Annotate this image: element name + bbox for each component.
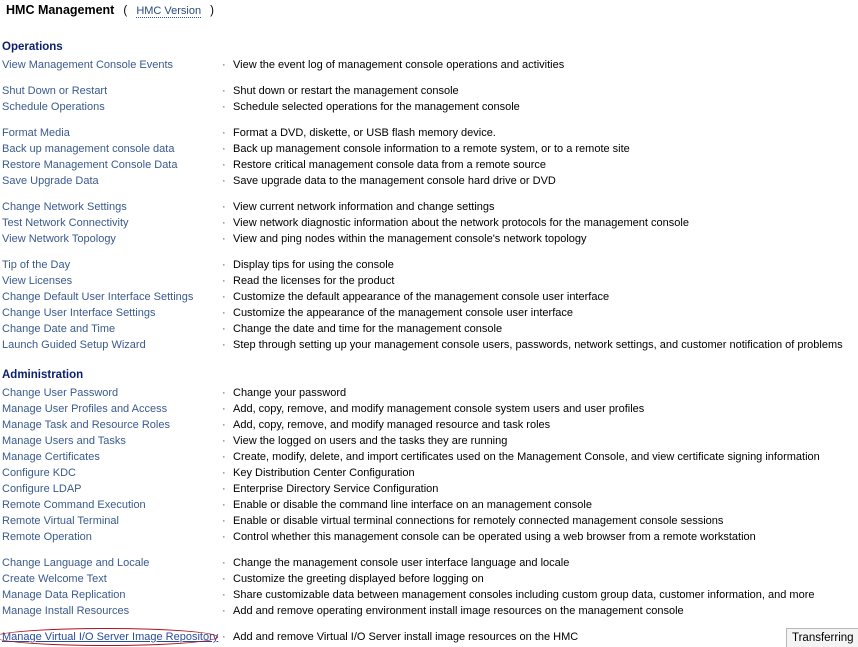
bullet-icon: · <box>222 307 226 319</box>
task-description <box>222 84 459 98</box>
task-link[interactable]: Create Welcome Text <box>2 573 107 585</box>
bullet-icon: · <box>222 435 226 447</box>
task-description <box>222 418 550 432</box>
task-description <box>222 604 684 618</box>
task-description-text: Read the licenses for the product <box>233 275 395 287</box>
task-description-text: Share customizable data between management consoles including custom group data, customer information, and more <box>233 589 815 601</box>
task-link[interactable]: Change Default User Interface Settings <box>2 291 194 303</box>
task-description <box>222 498 592 512</box>
task-description-text: Add and remove operating environment install image resources on the management console <box>233 605 684 617</box>
task-row <box>0 306 858 322</box>
bullet-icon: · <box>222 483 226 495</box>
task-link[interactable]: Tip of the Day <box>2 259 71 271</box>
task-description-text: Format a DVD, diskette, or USB flash memory device. <box>233 127 496 139</box>
task-link[interactable]: View Licenses <box>2 275 73 287</box>
task-link[interactable]: Manage Install Resources <box>2 605 130 617</box>
task-description <box>222 216 689 230</box>
task-description-text: Customize the appearance of the management console user interface <box>233 307 573 319</box>
bullet-icon: · <box>222 467 226 479</box>
bullet-icon: · <box>222 387 226 399</box>
task-description <box>222 58 564 72</box>
task-description-text: Customize the greeting displayed before logging on <box>233 573 484 585</box>
task-description-text: View current network information and change settings <box>233 201 495 213</box>
bullet-icon: · <box>222 259 226 271</box>
task-description-text: Step through setting up your management console users, passwords, network settings, and customer notification of problems <box>233 339 843 351</box>
bullet-icon: · <box>222 573 226 585</box>
bullet-icon: · <box>222 323 226 335</box>
task-description <box>222 100 520 114</box>
bullet-icon: · <box>222 589 226 601</box>
task-row <box>0 556 858 572</box>
task-description-text: Change the date and time for the management console <box>233 323 503 335</box>
task-description <box>222 126 496 140</box>
task-link[interactable]: Manage User Profiles and Access <box>2 403 168 415</box>
task-link[interactable]: Save Upgrade Data <box>2 175 99 187</box>
task-row <box>0 58 858 74</box>
task-description <box>222 434 507 448</box>
task-row <box>0 530 858 546</box>
task-description <box>222 466 415 480</box>
page-title: HMC Management <box>6 3 115 17</box>
task-description <box>222 450 820 464</box>
task-row <box>0 418 858 434</box>
task-link[interactable]: Remote Operation <box>2 531 92 543</box>
bullet-icon: · <box>222 605 226 617</box>
page-header <box>6 2 220 18</box>
task-row <box>0 338 858 354</box>
task-description <box>222 322 502 336</box>
task-row <box>0 482 858 498</box>
task-description-text: Control whether this management console can be operated using a web browser from a remote workstation <box>233 531 756 543</box>
task-description-text: Key Distribution Center Configuration <box>233 467 415 479</box>
bullet-icon: · <box>222 201 226 213</box>
paren-close: ) <box>210 5 215 17</box>
task-link[interactable]: View Network Topology <box>2 233 116 245</box>
task-row <box>0 290 858 306</box>
task-description <box>222 482 438 496</box>
task-description-text: Enable or disable the command line interface on an management console <box>233 499 592 511</box>
task-description-text: Enable or disable virtual terminal connections for remotely connected management console sessions <box>233 515 724 527</box>
bullet-icon: · <box>222 275 226 287</box>
task-description-text: View the event log of management console operations and activities <box>233 59 565 71</box>
task-description <box>222 556 569 570</box>
task-description-text: Add, copy, remove, and modify management console system users and user profiles <box>233 403 645 415</box>
task-row <box>0 604 858 620</box>
task-link[interactable]: Manage Data Replication <box>2 589 126 601</box>
task-description-text: Add and remove Virtual I/O Server install image resources on the HMC <box>233 631 579 643</box>
task-description <box>222 306 573 320</box>
task-link[interactable]: Manage Virtual I/O Server Image Repository <box>2 631 219 643</box>
task-description-text: Save upgrade data to the management console hard drive or DVD <box>233 175 556 187</box>
task-link[interactable]: Change Network Settings <box>2 201 127 213</box>
task-row <box>0 84 858 100</box>
task-description <box>222 402 644 416</box>
task-link[interactable]: Remote Virtual Terminal <box>2 515 119 527</box>
task-description-text: View the logged on users and the tasks they are running <box>233 435 508 447</box>
task-link[interactable]: Change User Interface Settings <box>2 307 156 319</box>
task-description <box>222 274 394 288</box>
task-link[interactable]: Configure KDC <box>2 467 76 479</box>
task-link[interactable]: View Management Console Events <box>2 59 174 71</box>
task-row <box>0 158 858 174</box>
bullet-icon: · <box>222 217 226 229</box>
task-row <box>0 174 858 190</box>
bullet-icon: · <box>222 531 226 543</box>
task-description <box>222 338 843 352</box>
task-row <box>0 100 858 116</box>
task-description-text: Display tips for using the console <box>233 259 394 271</box>
task-link[interactable]: Restore Management Console Data <box>2 159 178 171</box>
bullet-icon: · <box>222 233 226 245</box>
bullet-icon: · <box>222 557 226 569</box>
bullet-icon: · <box>222 159 226 171</box>
task-description-text: Customize the default appearance of the management console user interface <box>233 291 610 303</box>
task-link[interactable]: Launch Guided Setup Wizard <box>2 339 146 351</box>
hmc-version-link[interactable]: HMC Version <box>136 5 202 17</box>
task-description <box>222 514 723 528</box>
task-row <box>0 588 858 604</box>
task-link[interactable]: Test Network Connectivity <box>2 217 129 229</box>
bullet-icon: · <box>222 419 226 431</box>
task-description <box>222 200 495 214</box>
task-row <box>0 258 858 274</box>
task-description-text: Restore critical management console data from a remote source <box>233 159 547 171</box>
task-description <box>222 588 815 602</box>
task-description-text: Change your password <box>233 387 347 399</box>
bullet-icon: · <box>222 499 226 511</box>
task-link[interactable]: Manage Certificates <box>2 451 100 463</box>
bullet-icon: · <box>222 515 226 527</box>
bullet-icon: · <box>222 143 226 155</box>
task-row <box>0 498 858 514</box>
task-link[interactable]: Change Date and Time <box>2 323 116 335</box>
task-description <box>222 232 587 246</box>
task-description-text: View network diagnostic information about the network protocols for the management console <box>233 217 689 229</box>
task-row <box>0 386 858 402</box>
task-description <box>222 572 484 586</box>
bullet-icon: · <box>222 127 226 139</box>
bullet-icon: · <box>222 291 226 303</box>
section-title-administration: Administration <box>2 369 84 381</box>
task-description <box>222 386 346 400</box>
task-row <box>0 274 858 290</box>
task-row <box>0 232 858 248</box>
section-title-operations: Operations <box>2 41 63 53</box>
bullet-icon: · <box>222 403 226 415</box>
task-link[interactable]: Format Media <box>2 127 70 139</box>
task-description <box>222 174 556 188</box>
task-row <box>0 434 858 450</box>
status-indicator: Transferring <box>786 628 858 647</box>
task-link[interactable]: Shut Down or Restart <box>2 85 108 97</box>
task-row <box>0 142 858 158</box>
task-row <box>0 450 858 466</box>
bullet-icon: · <box>222 339 226 351</box>
bullet-icon: · <box>222 59 226 71</box>
task-row <box>0 402 858 418</box>
task-link[interactable]: Schedule Operations <box>2 101 105 113</box>
task-row <box>0 200 858 216</box>
bullet-icon: · <box>222 85 226 97</box>
task-row <box>0 216 858 232</box>
task-link[interactable]: Change Language and Locale <box>2 557 150 569</box>
bullet-icon: · <box>222 101 226 113</box>
paren-open: ( <box>123 5 128 17</box>
task-description-text: Add, copy, remove, and modify managed resource and task roles <box>233 419 551 431</box>
task-row <box>0 126 858 142</box>
bullet-icon: · <box>222 175 226 187</box>
task-description <box>222 158 546 172</box>
task-row <box>0 514 858 530</box>
task-description-text: Enterprise Directory Service Configuration <box>233 483 439 495</box>
task-description <box>222 258 394 272</box>
task-link[interactable]: Configure LDAP <box>2 483 82 495</box>
task-link[interactable]: Manage Task and Resource Roles <box>2 419 170 431</box>
task-description-text: Change the management console user interface language and locale <box>233 557 570 569</box>
task-description <box>222 630 578 644</box>
task-description-text: Back up management console information to a remote system, or to a remote site <box>233 143 630 155</box>
task-link[interactable]: Remote Command Execution <box>2 499 146 511</box>
task-description-text: Shut down or restart the management console <box>233 85 459 97</box>
bullet-icon: · <box>222 451 226 463</box>
task-description <box>222 142 630 156</box>
task-description-text: Schedule selected operations for the management console <box>233 101 520 113</box>
task-row <box>0 572 858 588</box>
task-description <box>222 530 756 544</box>
task-description-text: View and ping nodes within the management console's network topology <box>233 233 587 245</box>
task-link[interactable]: Change User Password <box>2 387 119 399</box>
bullet-icon: · <box>222 631 226 643</box>
task-row <box>0 466 858 482</box>
task-description-text: Create, modify, delete, and import certificates used on the Management Console, and view certificate signing information <box>233 451 820 463</box>
task-row <box>0 322 858 338</box>
task-link[interactable]: Back up management console data <box>2 143 175 155</box>
task-description <box>222 290 609 304</box>
task-link[interactable]: Manage Users and Tasks <box>2 435 126 447</box>
